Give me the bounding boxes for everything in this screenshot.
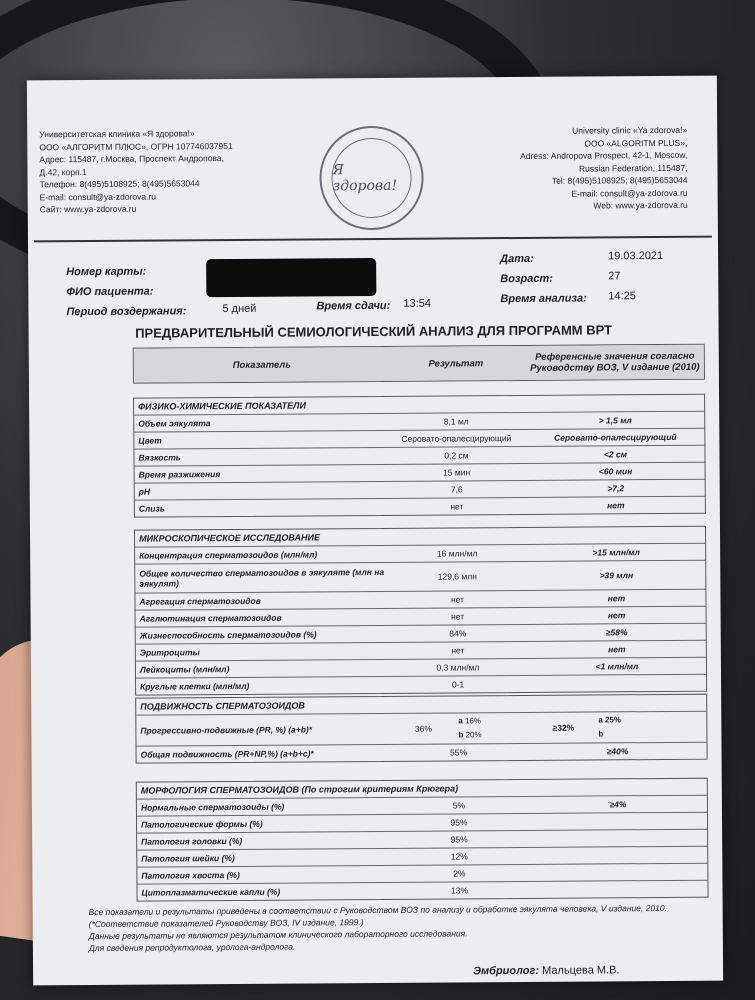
row-value: 36% [414,723,432,734]
analysis-sheet [27,76,723,986]
row-reference: нет [607,500,625,511]
age-value: 27 [608,270,621,283]
clinic-info-en [487,124,688,213]
row-value: 55% [450,747,468,758]
row-reference: ≥58% [605,627,628,638]
row-value: 13% [450,885,469,896]
section-title: МОРФОЛОГИЯ СПЕРМАТОЗОИДОВ (По строгим критериям Крюгера) [137,779,707,800]
table-row [136,675,706,695]
signature-name: Мальцева М.В. [542,964,620,977]
row-reference: ≥40% [606,746,629,757]
sub-label: a [458,716,463,726]
row-label: Жизнеспособность сперматозоидов (%) [139,629,317,641]
row-reference: ≥32% [552,722,575,733]
row-reference [529,838,707,839]
clinic-line: E-mail: consult@ya-zdorova.ru [571,187,688,199]
row-reference: <60 мин [598,466,633,477]
row-value: 0-1 [451,679,465,690]
row-reference: нет [608,644,626,655]
table-row [135,497,705,517]
row-label: Слизь [138,503,165,514]
logo-text: Я здорова! [331,138,412,219]
signature-label: Эмбриолог: [473,964,540,978]
row-label: Цитоплазматические капли (%) [141,886,281,898]
clinic-line: Д.42, корп.1 [39,166,87,177]
results-header [133,344,705,384]
motility-table [135,694,707,764]
row-value: 8,1 мл [443,416,469,427]
row-label: Общая подвижность (PR+NP,%) (a+b+c)* [140,748,314,760]
row-reference: > 1,5 мл [598,415,632,426]
page-title: ПРЕДВАРИТЕЛЬНЫЙ СЕМИОЛОГИЧЕСКИЙ АНАЛИЗ ДЛЯ ПРОГРАММ ВРТ [135,322,613,341]
row-label: Общее количество сперматозоидов в эякуляте (млн на эякулят) [139,566,385,589]
footnote-line: Для сведения репродуктолога, уролога-андролога. [88,941,296,954]
motility-row [137,743,707,763]
row-value: 15 мин [442,467,471,478]
row-value: нет [450,501,464,512]
row-reference [529,855,707,856]
sub-value: 20% [465,730,482,740]
clinic-line: Tel: 8(495)5108925; 8(495)5653044 [551,174,688,186]
row-value: 7,6 [450,484,463,495]
row-value: 84% [449,628,467,639]
row-reference [528,683,706,684]
row-value: 12% [450,851,468,862]
row-label: Агглютинация сперматозоидов [139,612,282,624]
row-label: Патологические формы (%) [141,818,263,830]
col-indicator: Показатель [232,359,292,371]
section-title: ФИЗИКО-ХИМИЧЕСКИЕ ПОКАЗАТЕЛИ [134,395,704,416]
row-reference: ≥4% [609,799,627,810]
analysis-time-label: Время анализа: [500,292,587,306]
row-reference: <1 млн/мл [595,661,639,672]
clinic-line: University clinic «Ya zdorova!» [572,124,688,136]
physchem-table [133,394,706,518]
date-label: Дата: [500,252,534,266]
footnote-line: Данные результаты не являются результатом клинического лабораторного исследования. [88,928,468,942]
sub-value: 25% [604,715,622,725]
motility-row [136,712,706,747]
row-reference [530,889,708,890]
row-label: Агрегация сперматозоидов [139,595,261,607]
clinic-info-ru [39,127,270,216]
sub-label: b [458,730,464,740]
row-label: Патология хвоста (%) [141,869,240,881]
section-title: МИКРОСКОПИЧЕСКОЕ ИССЛЕДОВАНИЕ [135,527,705,548]
row-value: 129,6 млн [437,571,477,582]
clinic-line: Web: www.ya-zdorova.ru [593,199,688,211]
clinic-line: Университетская клиника «Я здорова!» [39,128,195,140]
row-reference [529,821,707,822]
row-reference: нет [607,610,626,621]
table-row [135,561,705,594]
row-value: 0,3 млн/мл [436,662,480,673]
row-label: Патология шейки (%) [141,852,235,864]
row-label: Патология головки (%) [141,835,243,847]
footnote-line: Все показатели и результаты приведены в соответствии с Руководством ВОЗ по анализу и обработке эякулята человека, V издание, 2010. (*Соответствие показателей Руководству ВОЗ, IV издание, 1999.) [88,902,667,930]
row-label: Концентрация сперматозоидов (млн/мл) [139,549,318,561]
row-value: нет [451,645,465,656]
submit-time-label: Время сдачи: [316,299,391,313]
clinic-line: Adress: Andropova Prospect, 42-1, Moscow, [520,149,688,161]
card-label: Номер карты: [66,265,147,279]
clinic-line: Russian Federation, 115487, [578,162,688,174]
analysis-time-value: 14:25 [608,290,636,303]
clinic-line: OOO «ALGORITM PLUS», [584,137,688,149]
microscopy-table [134,526,707,696]
row-value: 5% [452,800,466,811]
signature [473,964,619,977]
row-label: Цвет [138,435,162,446]
row-value: 95% [450,834,468,845]
redacted-patient-info [206,258,376,297]
clinic-line: Адрес: 115487, г.Москва, Проспект Андропова, [39,153,224,165]
row-label: Вязкость [138,452,181,463]
table-row [137,881,707,901]
sub-label: b [598,729,604,739]
row-label: Круглые клетки (млн/мл) [140,680,250,692]
row-label: Объем эякулята [138,418,211,429]
morphology-table [136,778,709,902]
clinic-logo [319,126,424,231]
fio-label: ФИО пациента: [66,285,154,299]
row-value: 95% [450,817,468,828]
date-value: 19.03.2021 [608,249,664,263]
row-label: Нормальные сперматозоиды (%) [140,801,285,813]
row-reference: >7,2 [607,483,625,494]
row-value: 16 млн/мл [436,548,478,559]
col-result: Результат [428,357,484,370]
clinic-line: E-mail: consult@ya-zdorova.ru [39,191,157,202]
row-label: Прогрессивно-подвижные (PR, %) (a+b)* [140,724,313,736]
row-value: 2% [453,868,466,879]
sub-value: 16% [464,716,482,726]
clinic-line: Сайт: www.ya-zdorova.ru [39,203,137,215]
abstinence-label: Период воздержания: [66,305,187,319]
col-reference: Референсные значения согласно Руководству ВОЗ, V издание (2010) [530,350,700,374]
clinic-line: Телефон: 8(495)5108925; 8(495)5653044 [39,178,200,190]
row-value: нет [451,611,465,622]
divider [34,236,712,243]
submit-time-value: 13:54 [403,297,431,310]
sub-label: a [598,715,603,725]
row-reference [529,872,707,873]
row-label: Эритроциты [139,647,200,658]
row-reference: нет [607,593,626,604]
row-value: Серовато-опалесцирующий [401,433,512,444]
clinic-line: ООО «АЛГОРИТМ ПЛЮС», ОГРН 107746037951 [39,140,233,152]
row-label: Время разжижения [138,469,221,480]
row-label: pH [138,486,151,497]
section-title: ПОДВИЖНОСТЬ СПЕРМАТОЗОИДОВ [136,695,706,716]
row-reference: >15 млн/мл [592,547,640,558]
footnote [89,902,709,954]
row-reference: >39 млн [599,570,634,581]
age-label: Возраст: [500,272,553,286]
abstinence-value: 5 дней [222,302,257,316]
row-label: Лейкоциты (млн/мл) [139,664,230,675]
row-value: нет [450,594,465,605]
row-reference: Серовато-опалесцирующий [554,431,677,443]
row-value: 0,2 см [444,450,469,461]
row-reference: <2 см [603,449,628,460]
